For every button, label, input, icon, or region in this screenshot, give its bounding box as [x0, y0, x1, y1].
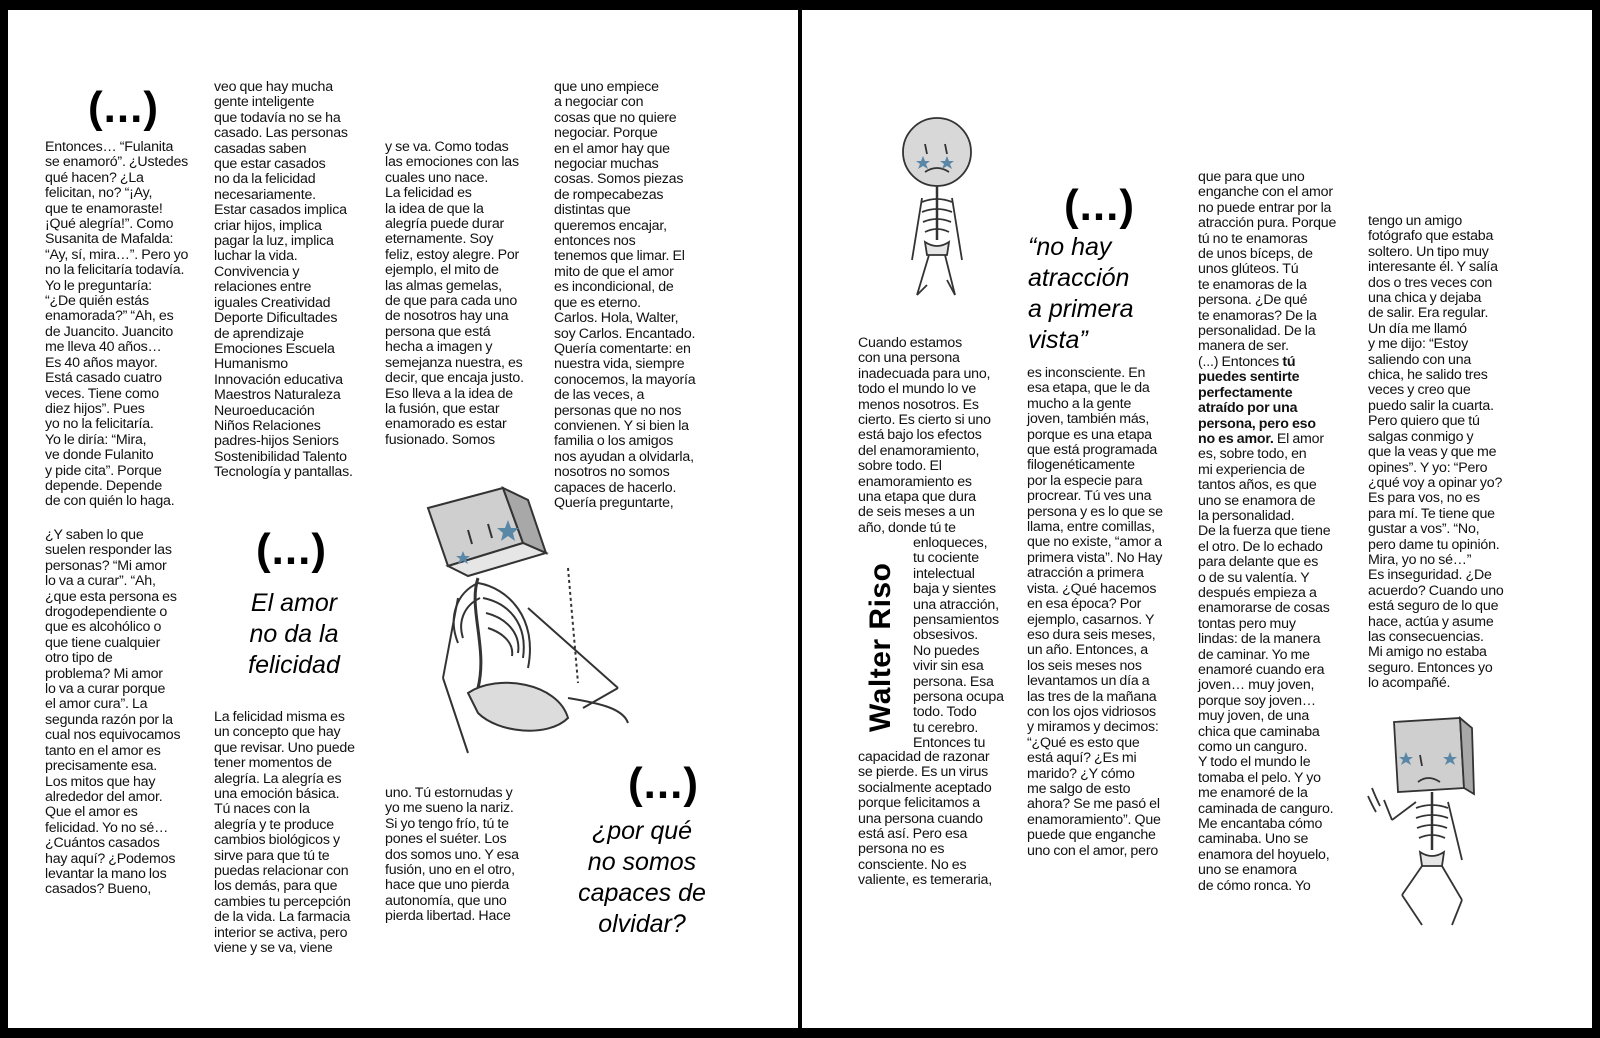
round-head-skeleton-illustration	[887, 110, 987, 300]
right-col3-text-a: que para que uno enganche con el amor no puede entrar por la atracción pura. Porque tú no te enamoras de unos bíceps, de unos glúteos. Tú te enamoras de la persona. ¿De qué te enamoras? De la personalidad. De la manera de ser. (...) Entonces	[1198, 169, 1337, 370]
pull-quote: El amor no da la felicidad	[248, 589, 340, 679]
pull-quote: ¿por qué no somos capaces de olvidar?	[578, 817, 706, 938]
right-page	[802, 10, 1592, 1028]
left-col1-top-text: Entonces… “Fulanita se enamoró”. ¿Ustedes qué hacen? ¿La felicitan, no? “¡Ay, que te enamoraste! ¡Qué alegría!”. Como Susanita de Mafalda: “Ay, sí, mira…”. Pero yo no la felicitaría todavía. Yo le preguntaría: “¿De quién estás enamorada?” “Ah, es de Juancito. Juancito me lleva 40 años… Es 40 años mayor. Está casado cuatro veces. Tiene como diez hijos”. Pues yo no la felicitaría. Yo le diría: “Mira, ve donde Fulanito y pide cita”. Porque depende. Depende de con quién lo haga.	[45, 139, 189, 510]
right-col1-bottom-text: capacidad de razonar se pierde. Es un virus socialmente aceptado porque felicitamos a una persona cuando está así. Pero esa persona no es consciente. No es valiente, es temeraria,	[858, 749, 992, 889]
left-col2-bottom-text: La felicidad misma es un concepto que hay que revisar. Uno puede tener momentos de alegría. La alegría es una emoción básica. Tú naces con la alegría y te produce cambios biológicos y sirve para que tú te puedas relacionar con los demás, para que cambies tu percepción de la vida. La farmacia interior se activa, pero viene y se va, viene	[214, 709, 355, 957]
left-col3-top-text: y se va. Como todas las emociones con las cuales uno nace. La felicidad es la idea de que la alegría puede durar eternamente. Soy feliz, estoy alegre. Por ejemplo, el mito de las almas gemelas, de que para cada uno de nosotros hay una persona que está hecha a imagen y semejanza nuestra, es decir, que encaja justo. Eso lleva a la idea de la fusión, que estar enamorado es estar fusionado. Somos	[385, 139, 524, 448]
ellipsis-heading: (...)	[1064, 181, 1135, 230]
left-col1-bottom-text: ¿Y saben lo que suelen responder las personas? “Mi amor lo va a curar”. “Ah, ¿que esta persona es drogodependiente o que es alcohólico o que tiene cualquier otro tipo de problema? Mi amor lo va a curar porque el amor cura”. La segunda razón por la cual nos equivocamos tanto en el amor es precisamente esa. Los mitos que hay alrededor del amor. Que el amor es felicidad. Yo no sé… ¿Cuántos casados hay aquí? ¿Podemos levantar la mano los casados? Bueno,	[45, 527, 181, 898]
left-col3-bottom-text: uno. Tú estornudas y yo me sueno la nariz. Si yo tengo frío, tú te pones el suéter. Los dos somos uno. Y esa fusión, uno en el otro, hace que uno pierda autonomía, que uno pierda libertad. Hace	[385, 785, 519, 925]
right-col1-top-text: Cuando estamos con una persona inadecuada para uno, todo el mundo lo ve menos nosotros. Es cierto. Es cierto si uno está bajo los efectos del enamoramiento, sobre todo. El enamoramiento es una etapa que dura de seis meses a un año, donde tú te	[858, 335, 991, 536]
ellipsis-heading: (...)	[628, 759, 699, 808]
ellipsis-heading: (...)	[88, 83, 159, 132]
left-col4-top-text: que uno empiece a negociar con cosas que no quiere negociar. Porque en el amor hay que negociar muchas cosas. Somos piezas de rompecabezas distintas que queremos encajar, entonces nos tenemos que limar. El mito de que el amor es incondicional, de que es eterno. Carlos. Hola, Walter, soy Carlos. Encantado. Quería comentarte: en nuestra vida, siempre conocemos, la mayoría de las veces, a personas que no nos convienen. Y si bien la familia o los amigos nos ayudan a olvidarla, nosotros no somos capaces de hacerlo. Quería preguntarte,	[554, 79, 696, 511]
right-col3-text	[1198, 170, 1363, 894]
box-head-skeleton-illustration	[408, 468, 648, 768]
right-col1-mid-text: enloqueces, tu cociente intelectual baja y sientes una atracción, pensamientos obsesivos. No puedes vivir sin esa persona. Esa persona ocupa todo. Todo tu cerebro. Entonces tu	[913, 535, 1004, 752]
pull-quote: “no hay atracción a primera vista”	[1028, 233, 1134, 354]
right-col4-text: tengo un amigo fotógrafo que estaba soltero. Un tipo muy interesante él. Y salía dos o tres veces con una chica y dejaba de salir. Era regular. Un día me llamó y me dijo: “Estoy saliendo con una chica, he salido tres veces y creo que puedo salir la cuarta. Pero quiero que tú salgas conmigo y que la veas y que me opines”. Y yo: “Pero ¿qué voy a opinar yo? Es para vos, no es para mí. Te tiene que gustar a vos”. “No, pero dame tu opinión. Mira, yo no sé…” Es inseguridad. ¿De acuerdo? Cuando uno está seguro de lo que hace, actúa y asume las consecuencias. Mi amigo no estaba seguro. Entonces yo lo acompañé.	[1368, 213, 1504, 692]
left-col2-top-text: veo que hay mucha gente inteligente que todavía no se ha casado. Las personas casadas saben que estar casados no da la felicidad necesariamente. Estar casados implica criar hijos, implica pagar la luz, implica luchar la vida. Convivencia y relaciones entre iguales Creatividad Deporte Dificultades de aprendizaje Emociones Escuela Humanismo Innovación educativa Maestros Naturaleza Neuroeducación Niños Relaciones padres-hijos Seniors Sostenibilidad Talento Tecnología y pantallas.	[214, 79, 353, 481]
right-col3-bold-text: tú puedes sentirte perfectamente atraído por una persona, pero eso no es amor.	[1198, 353, 1316, 447]
right-col2-text: es inconsciente. En esa etapa, que le da mucho a la gente joven, también más, porque es una etapa que está programada filogenéticamente por la especie para procrear. Tú ves una persona y es lo que se llama, entre comillas, que no existe, “amor a primera vista”. No Hay atracción a primera vista. ¿Qué hacemos en esa época? Por ejemplo, casarnos. Y eso dura seis meses, un año. Entonces, a los seis meses nos levantamos un día a las tres de la mañana con los ojos vidriosos y miramos y decimos: “¿Qué es esto que está aquí? ¿Es mi marido? ¿Y cómo me salgo de esto ahora? Se me pasó el enamoramiento”. Que puede que enganche uno con el amor, pero	[1027, 365, 1163, 859]
box-head-skeleton-illustration	[1362, 710, 1502, 940]
left-page	[8, 10, 798, 1028]
author-name: Walter Riso	[864, 562, 897, 732]
right-col3-text-b: El amor es, sobre todo, en mi experiencia de tantos años, es que uno se enamora de la personalidad. De la fuerza que tiene el otro. De lo echado para delante que es o de su valentía. Y después empieza a enamorarse de cosas tontas pero muy lindas: de la manera de caminar. Yo me enamoré cuando era joven… muy joven, porque soy joven… muy joven, de una chica que caminaba como un canguro. Y todo el mundo le tomaba el pelo. Y yo me enamoré de la caminada de canguro. Me encantaba cómo caminaba. Uno se enamora del hoyuelo, uno se enamora de cómo ronca. Yo	[1198, 430, 1334, 894]
ellipsis-heading: (...)	[256, 525, 327, 574]
